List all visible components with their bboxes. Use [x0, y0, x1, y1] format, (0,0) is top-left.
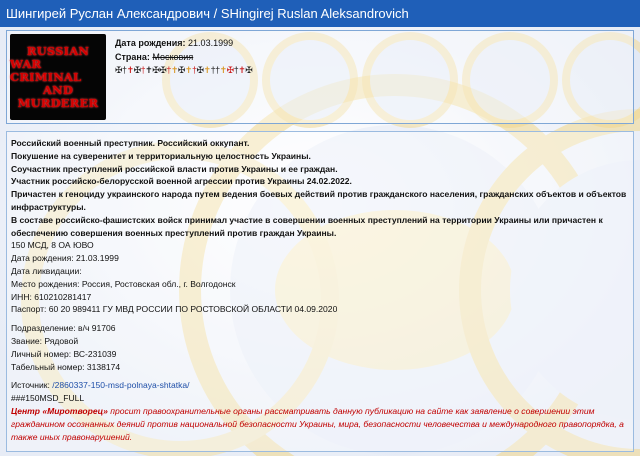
- detail-headline: Причастен к геноциду украинского народа путем ведения боевых действий против гражданского населения, гражданских объектов и объектов инфраструктуры.: [11, 189, 627, 212]
- badge-line: WAR CRIMINAL: [10, 56, 82, 84]
- badge-line: MURDERER: [17, 95, 99, 110]
- source-link[interactable]: /2860337-150-msd-polnaya-shtatka/: [52, 380, 190, 391]
- war-criminal-badge: [10, 34, 106, 120]
- hashtag-text: ###150MSD_FULL: [11, 393, 85, 404]
- birthplace-text: Место рождения: Россия, Ростовская обл., г. Волгодонск: [11, 278, 236, 289]
- badge-line: AND: [42, 82, 73, 97]
- warning-org: Центр «Миротворец»: [11, 405, 108, 416]
- warning-body: просит правоохранительные органы рассматривать данную публикацию на сайте как заявление о совершении этим гражданином осознанных деяний против национальной безопасности Украины, мира, безопасности человечества и международного правопорядка, а также иных правонарушений.: [11, 405, 624, 442]
- detail-headline: Участник российско-белорусской военной агрессии против Украины 24.02.2022.: [11, 176, 352, 187]
- passport-text: Паспорт: 60 20 989411 ГУ МВД РОССИИ ПО РОСТОВСКОЙ ОБЛАСТИ 04.09.2020: [11, 304, 338, 315]
- dob-value: 21.03.1999: [188, 38, 234, 48]
- dob-label: Дата рождения:: [115, 38, 186, 48]
- country-label: Страна:: [115, 52, 150, 62]
- country-value: Московия: [152, 52, 194, 62]
- unit-text: 150 МСД, 8 ОА ЮВО: [11, 240, 94, 251]
- liquidation-text: Дата ликвидации:: [11, 265, 82, 276]
- cross-symbols: ✠†✝✠†✝✠✠†✝✠✝†✠✝††✝✠†✝✠: [115, 65, 253, 75]
- source-line: [11, 379, 627, 392]
- details-panel: [6, 131, 634, 452]
- dob-text: Дата рождения: 21.03.1999: [11, 253, 119, 264]
- inn-text: ИНН: 610210281417: [11, 291, 92, 302]
- badge-line: RUSSIAN: [26, 43, 90, 58]
- detail-headline: Российский военный преступник. Российский оккупант.: [11, 138, 250, 148]
- profile-card: [6, 30, 634, 124]
- personal-number-text: Личный номер: ВС-231039: [11, 348, 117, 359]
- tab-number-text: Табельный номер: 3138174: [11, 361, 121, 372]
- page-title: Шингирей Руслан Александрович / SHingirej Ruslan Aleksandrovich: [0, 0, 640, 27]
- detail-headline: Покушение на суверенитет и территориальную целостность Украины.: [11, 150, 311, 161]
- warning-text: [11, 405, 627, 444]
- profile-info: [115, 36, 233, 64]
- subdivision-text: Подразделение: в/ч 91706: [11, 323, 116, 334]
- rank-text: Звание: Рядовой: [11, 335, 79, 346]
- detail-headline: Соучастник преступлений российской власти против Украины и ее граждан.: [11, 163, 338, 174]
- detail-headline: В составе российско-фашистских войск принимал участие в совершении военных преступлений на территории Украины или причастен к обеспечению совершения военных преступлений против граждан Украины.: [11, 214, 603, 238]
- source-label: Источник:: [11, 380, 50, 391]
